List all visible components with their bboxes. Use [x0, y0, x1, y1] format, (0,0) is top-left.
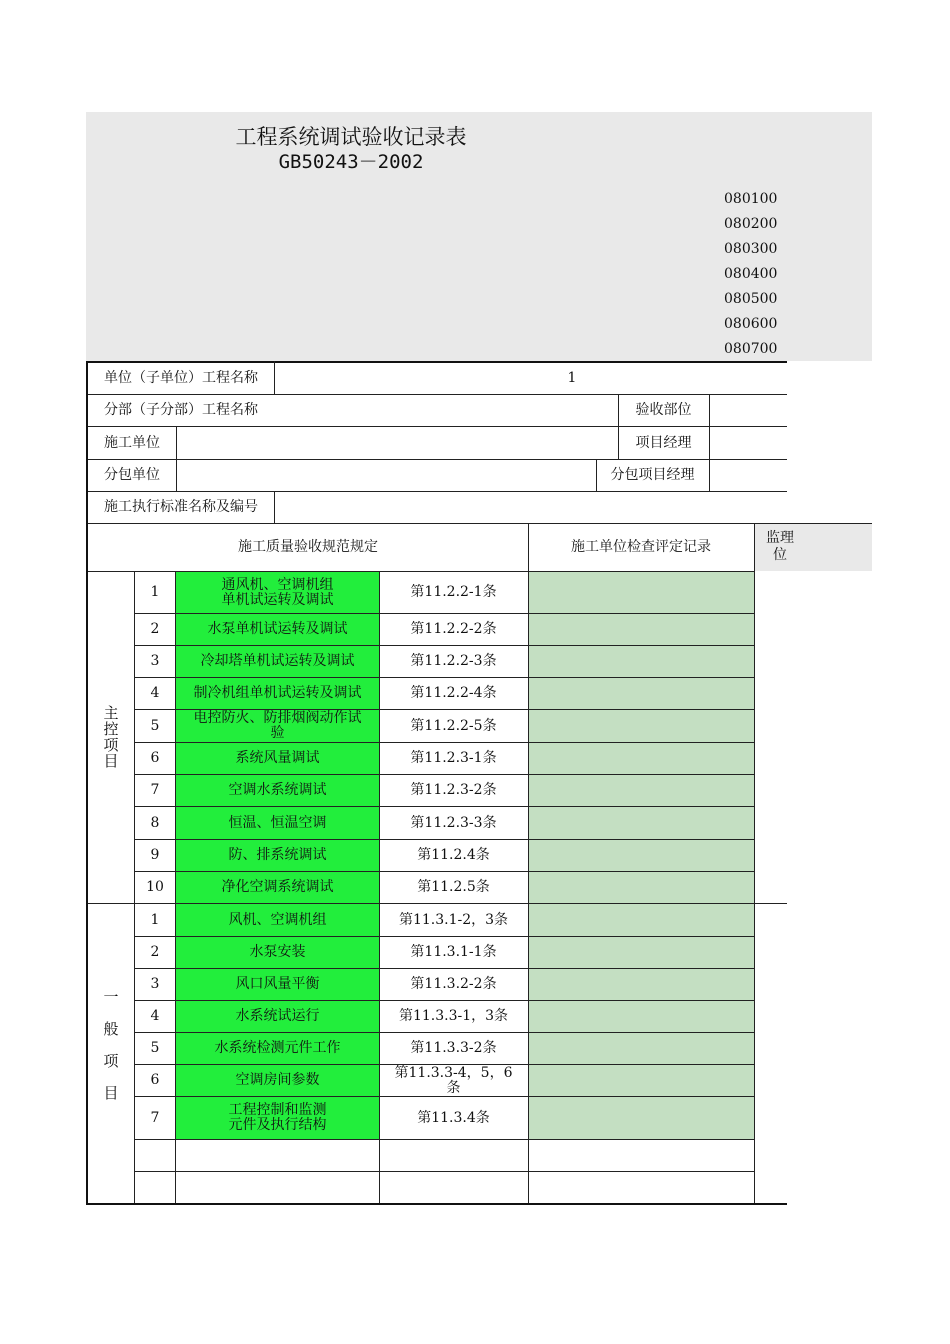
- grid-line: [134, 1064, 754, 1065]
- empty-item-clause: [380, 1172, 527, 1203]
- acceptance-part-label: 验收部位: [635, 402, 692, 418]
- form-title: 工程系统调试验收记录表: [235, 125, 467, 149]
- item-number: [135, 1172, 175, 1203]
- grid-line: [528, 523, 529, 1203]
- main-category-label-char: 目: [103, 752, 119, 770]
- grid-line: [134, 774, 754, 775]
- code-item: 080500: [724, 291, 778, 307]
- grid-line: [709, 394, 710, 491]
- inspection-record[interactable]: [528, 1140, 754, 1171]
- acceptance-part-value[interactable]: [709, 395, 787, 426]
- item-clause: 第11.2.5条: [417, 879, 490, 895]
- item-name: 水泵单机试运转及调试: [176, 614, 379, 645]
- item-name: 风口风量平衡: [176, 969, 379, 1000]
- grid-line: [754, 523, 755, 1203]
- item-name: 防、排系统调试: [176, 840, 379, 871]
- item-name: 空调水系统调试: [176, 775, 379, 806]
- item-number: 7: [150, 782, 160, 798]
- inspection-record[interactable]: [528, 904, 754, 936]
- construction-unit-label: 施工单位: [104, 434, 160, 451]
- general-category-label: [88, 903, 134, 1203]
- grid-line: [134, 1139, 754, 1140]
- spec-header: 施工质量验收规范规定: [238, 538, 378, 555]
- item-number: 5: [150, 1040, 160, 1056]
- code-item: 080200: [724, 216, 778, 232]
- grid-line: [134, 1096, 754, 1097]
- grid-line: [134, 613, 754, 614]
- inspection-record[interactable]: [528, 646, 754, 677]
- item-clause: 第11.2.3-1条: [410, 750, 497, 766]
- grid-line: [134, 571, 135, 1203]
- item-clause: 第11.2.3-3条: [410, 814, 497, 831]
- unit-project-value[interactable]: 1: [567, 370, 577, 386]
- item-name: 制冷机组单机试运转及调试: [176, 678, 379, 709]
- item-name: 恒温、恒温空调: [176, 807, 379, 839]
- item-number: [135, 1140, 175, 1171]
- inspection-record[interactable]: [528, 937, 754, 968]
- item-number: 4: [150, 685, 160, 701]
- grid-line: [86, 1203, 787, 1205]
- code-item: 080700: [724, 341, 778, 357]
- main-category-label-char: 控: [103, 720, 119, 738]
- grid-line: [134, 1000, 754, 1001]
- division-value[interactable]: [274, 395, 618, 426]
- item-name: 风机、空调机组: [176, 904, 379, 936]
- item-number: 6: [150, 750, 160, 766]
- grid-line: [596, 459, 597, 491]
- item-clause: 第11.2.2-5条: [410, 717, 497, 734]
- inspection-record[interactable]: [528, 1001, 754, 1032]
- item-number: 9: [150, 847, 160, 863]
- code-item: 080400: [724, 266, 778, 282]
- grid-line: [86, 571, 754, 572]
- grid-line: [134, 968, 754, 969]
- item-name: 系统风量调试: [176, 743, 379, 774]
- item-clause: 第11.3.1-2，3条: [398, 911, 509, 928]
- general-category-label-char: 项: [103, 1052, 119, 1070]
- subcontract-manager-value[interactable]: [709, 460, 787, 491]
- standard-label: 施工执行标准名称及编号: [104, 499, 258, 515]
- inspection-record[interactable]: [528, 614, 754, 645]
- item-number: 2: [150, 621, 160, 637]
- item-number: 5: [150, 717, 160, 734]
- grid-line: [134, 839, 754, 840]
- empty-item-name: [176, 1172, 379, 1203]
- inspection-record[interactable]: [528, 969, 754, 1000]
- project-manager-label: 项目经理: [635, 434, 692, 451]
- division-label: 分部（子分部）工程名称: [104, 402, 258, 418]
- unit-project-label: 单位（子单位）工程名称: [104, 370, 258, 386]
- project-manager-value[interactable]: [709, 427, 787, 459]
- item-clause: 第11.3.3-4，5，6 条: [394, 1065, 513, 1096]
- grid-line: [134, 645, 754, 646]
- item-name: 水系统检测元件工作: [176, 1033, 379, 1064]
- grid-line: [86, 426, 787, 427]
- item-name: 水系统试运行: [176, 1001, 379, 1032]
- grid-line: [134, 742, 754, 743]
- inspection-record[interactable]: [528, 775, 754, 806]
- grid-line: [86, 394, 787, 395]
- item-clause: 第11.3.2-2条: [410, 976, 497, 992]
- item-name: 净化空调系统调试: [176, 872, 379, 903]
- item-name: 水泵安装: [176, 937, 379, 968]
- subcontract-unit-label: 分包单位: [104, 467, 160, 483]
- inspection-record[interactable]: [528, 1033, 754, 1064]
- item-clause: 第11.3.4条: [417, 1109, 490, 1126]
- main-category-label-char: 项: [103, 736, 119, 754]
- main-category-label: [88, 571, 134, 903]
- inspection-record[interactable]: [528, 840, 754, 871]
- grid-line: [134, 806, 754, 807]
- grid-line: [274, 491, 275, 523]
- item-clause: 第11.3.3-2条: [410, 1040, 497, 1056]
- general-category-label-char: 目: [103, 1084, 119, 1102]
- grid-line: [176, 426, 177, 491]
- empty-item-clause: [380, 1140, 527, 1171]
- item-number: 7: [150, 1109, 160, 1126]
- standard-number: GB50243－2002: [278, 151, 424, 173]
- main-category-label-char: 主: [103, 704, 119, 722]
- subcontract-unit-value[interactable]: [176, 460, 596, 491]
- inspection-record[interactable]: [528, 572, 754, 613]
- item-name: 空调房间参数: [176, 1065, 379, 1096]
- inspection-record[interactable]: [528, 1065, 754, 1096]
- grid-line: [86, 459, 787, 460]
- item-number: 10: [146, 879, 164, 895]
- item-number: 8: [150, 814, 160, 831]
- grid-line: [379, 571, 380, 1203]
- inspection-record[interactable]: [528, 1097, 754, 1139]
- inspection-record[interactable]: [528, 710, 754, 742]
- item-clause: 第11.2.2-3条: [410, 653, 497, 669]
- grid-line: [86, 361, 88, 1205]
- standard-value[interactable]: [274, 492, 787, 523]
- code-item: 080100: [724, 191, 778, 207]
- item-clause: 第11.3.1-1条: [410, 944, 497, 960]
- subcontract-manager-label: 分包项目经理: [610, 467, 695, 483]
- item-number: 3: [150, 653, 160, 669]
- inspection-record[interactable]: [528, 872, 754, 903]
- general-category-label-char: 般: [103, 1020, 119, 1038]
- item-number: 2: [150, 944, 160, 960]
- grid-line: [134, 1032, 754, 1033]
- item-clause: 第11.2.2-2条: [410, 621, 497, 637]
- code-item: 080600: [724, 316, 778, 332]
- general-category-label-char: 一: [103, 988, 119, 1006]
- item-clause: 第11.2.2-4条: [410, 685, 497, 701]
- grid-line: [134, 871, 754, 872]
- empty-item-name: [176, 1140, 379, 1171]
- item-clause: 第11.3.3-1，3条: [398, 1008, 509, 1024]
- inspection-record[interactable]: [528, 743, 754, 774]
- grid-line: [134, 677, 754, 678]
- item-number: 1: [150, 584, 160, 600]
- grid-line: [134, 709, 754, 710]
- item-name: 冷却塔单机试运转及调试: [176, 646, 379, 677]
- code-list: [724, 188, 777, 363]
- record-header: 施工单位检查评定记录: [571, 538, 711, 555]
- grid-line: [274, 361, 275, 394]
- inspection-record[interactable]: [528, 807, 754, 839]
- item-clause: 第11.2.4条: [417, 847, 490, 863]
- item-number: 6: [150, 1072, 160, 1088]
- item-number: 3: [150, 976, 160, 992]
- item-name: 工程控制和监测 元件及执行结构: [176, 1097, 379, 1139]
- grid-line: [175, 571, 176, 1203]
- grid-line: [86, 361, 787, 363]
- inspection-record[interactable]: [528, 678, 754, 709]
- item-clause: 第11.2.2-1条: [410, 584, 497, 600]
- grid-line: [86, 491, 787, 492]
- item-clause: 第11.2.3-2条: [410, 782, 497, 798]
- item-number: 4: [150, 1008, 160, 1024]
- grid-line: [618, 394, 619, 459]
- item-number: 1: [150, 911, 160, 928]
- item-name: 电控防火、防排烟阀动作试 验: [176, 710, 379, 742]
- construction-unit-value[interactable]: [176, 427, 618, 459]
- item-name: 通风机、空调机组 单机试运转及调试: [176, 572, 379, 613]
- supervision-header: 监理 位: [755, 523, 872, 571]
- grid-line: [134, 936, 754, 937]
- code-item: 080300: [724, 241, 778, 257]
- grid-line: [86, 903, 787, 904]
- inspection-record[interactable]: [528, 1172, 754, 1203]
- grid-line: [134, 1171, 754, 1172]
